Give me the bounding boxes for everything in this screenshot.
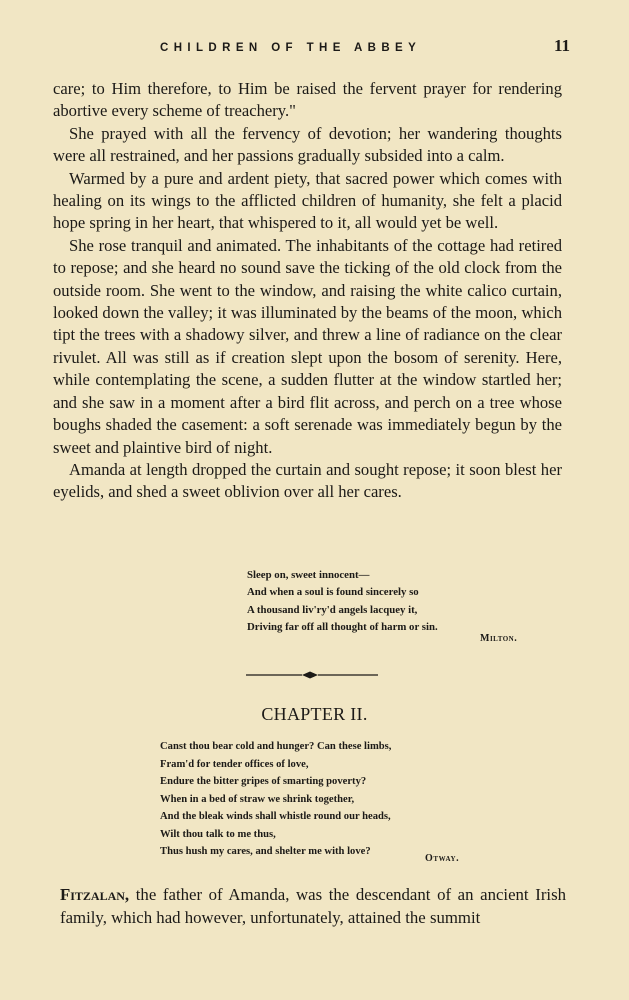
- running-title: CHILDREN OF THE ABBEY: [160, 42, 422, 54]
- paragraph: Amanda at length dropped the curtain and sought repose; it soon blest her eyelids, and shed a sweet oblivion over all her cares.: [53, 459, 562, 502]
- epigraph-line: Thus hush my cares, and shelter me with love?: [160, 846, 371, 857]
- epigraph-line: When in a bed of straw we shrink together,: [160, 793, 355, 805]
- verse-line: Driving far off all thought of harm or sin.: [247, 621, 438, 634]
- chapter-title: CHAPTER II.: [261, 704, 368, 724]
- epigraph-line: And the bleak winds shall whistle round our heads,: [160, 811, 391, 822]
- verse-line: And when a soul is found sincerely so: [247, 586, 419, 599]
- body-text: [53, 78, 562, 504]
- chapter-epigraph: [160, 738, 480, 861]
- epigraph-line: Canst thou bear cold and hunger? Can these limbs,: [160, 741, 392, 752]
- epigraph-line: Endure the bitter gripes of smarting poverty?: [160, 776, 367, 787]
- paragraph: care; to Him therefore, to Him be raised the fervent prayer for rendering abortive every scheme of treachery.": [53, 79, 562, 121]
- verse-attribution: Milton.: [480, 633, 518, 644]
- verse-line: A thousand liv'ry'd angels lacquey it,: [247, 603, 418, 616]
- paragraph: She prayed with all the fervency of devotion; her wandering thoughts were all restrained, and her passions gradually subsided into a calm.: [53, 123, 562, 166]
- opening-word: Fitzalan,: [60, 885, 130, 904]
- paragraph: Warmed by a pure and ardent piety, that sacred power which comes with healing on its wings to the afflicted children of humanity, she felt a placid hope spring in her heart, that whispered to it, all would yet be well.: [53, 168, 562, 233]
- chapter-opening-paragraph: [60, 883, 566, 929]
- page-number: 11: [553, 36, 570, 55]
- page-header: [160, 36, 570, 56]
- epigraph-line: Wilt thou talk to me thus,: [160, 828, 276, 840]
- epigraph-line: Fram'd for tender offices of love,: [160, 758, 309, 770]
- verse-quotation: [247, 567, 547, 637]
- chapter-divider-ornament: [246, 670, 378, 680]
- verse-line: Sleep on, sweet innocent—: [247, 569, 370, 581]
- epigraph-attribution: Otway.: [425, 853, 460, 864]
- paragraph: She rose tranquil and animated. The inhabitants of the cottage had retired to repose; and she heard no sound save the ticking of the old clock from the outside room. She went to the window, and raising the white calico curtain, looked down the valley; it was illuminated by the beams of the moon, which tipt the trees with a shadowy silver, and threw a line of radiance on the clear rivulet. All was still as if creation slept upon the bosom of serenity. Here, while contemplating the scene, a sudden flutter at the window startled her; and she saw in a moment after a bird flit across, and perch on a tree whose boughs shaded the casement: a soft serenade was immediately begun by the sweet and plaintive bird of night.: [53, 235, 562, 457]
- opening-text: the father of Amanda, was the descendant of an ancient Irish family, which had however, unfortunately, attained the summit: [60, 885, 566, 927]
